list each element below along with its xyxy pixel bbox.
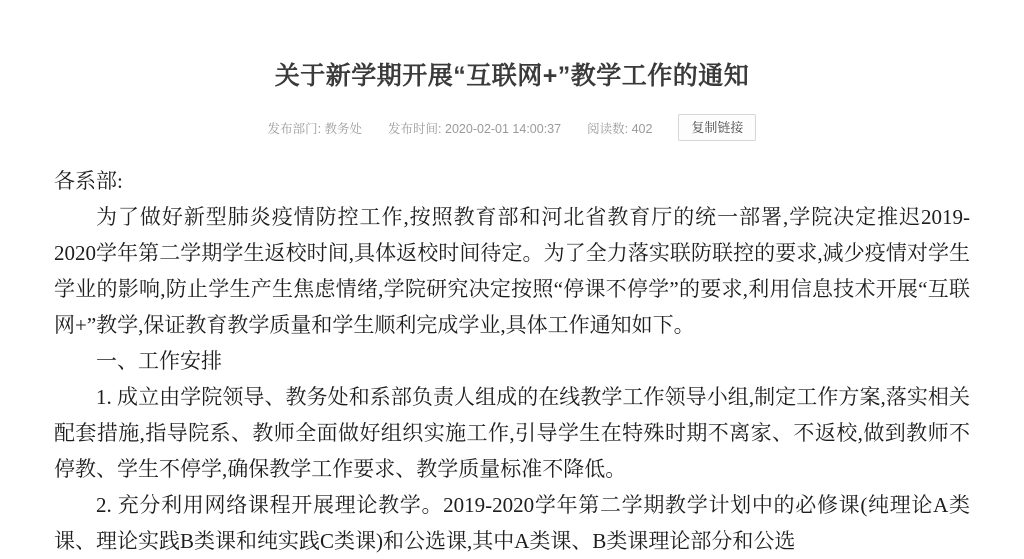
meta-publish-time-label: 发布时间:: [388, 121, 442, 136]
meta-department-value: 教务处: [324, 121, 363, 136]
article-body: [54, 163, 970, 559]
meta-views: [587, 119, 652, 137]
meta-views-value: 402: [631, 121, 653, 136]
body-salutation: 各系部:: [54, 169, 123, 193]
body-item-1: 1. 成立由学院领导、教务处和系部负责人组成的在线教学工作领导小组,制定工作方案,落实相关配套措施,指导院系、教师全面做好组织实施工作,引导学生在特殊时期不离家、不返校,做到教师不停教、学生不停学,确保教学工作要求、教学质量标准不降低。: [54, 385, 970, 481]
meta-publish-time-value: 2020-02-01 14:00:37: [445, 121, 562, 136]
meta-views-label: 阅读数:: [587, 121, 629, 136]
page-title: 关于新学期开展“互联网+”教学工作的通知: [274, 62, 750, 90]
meta-department: [268, 119, 362, 137]
body-paragraph-1: 为了做好新型肺炎疫情防控工作,按照教育部和河北省教育厅的统一部署,学院决定推迟2019-2020学年第二学期学生返校时间,具体返校时间待定。为了全力落实联防联控的要求,减少疫情对学生学业的影响,防止学生产生焦虑情绪,学院研究决定按照“停课不停学”的要求,利用信息技术开展“互联网+”教学,保证教育教学质量和学生顺利完成学业,具体工作通知如下。: [54, 205, 970, 337]
meta-department-label: 发布部门:: [267, 121, 322, 136]
article-meta-bar: [0, 114, 1024, 141]
meta-publish-time: [388, 119, 561, 137]
copy-link-button[interactable]: 复制链接: [678, 114, 756, 141]
body-item-2: 2. 充分利用网络课程开展理论教学。2019-2020学年第二学期教学计划中的必修课(纯理论A类课、理论实践B类课和纯实践C类课)和公选课,其中A类课、B类课理论部分和公选: [54, 493, 970, 553]
body-heading-1: 一、工作安排: [96, 349, 222, 373]
